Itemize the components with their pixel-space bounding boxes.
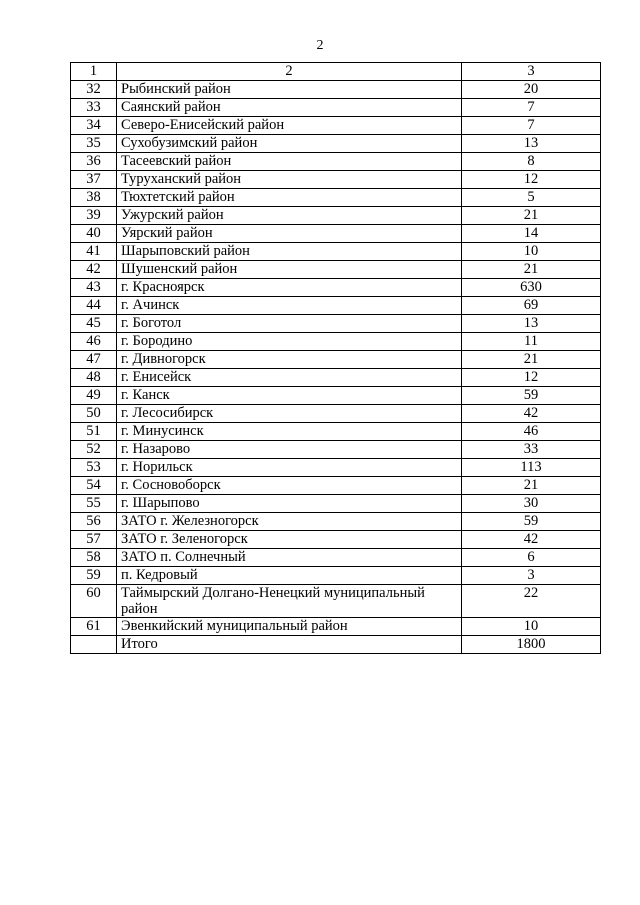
row-value: 13 [462,315,601,333]
municipality-name: г. Бородино [117,333,462,351]
table-row [71,585,601,618]
municipality-name: Тасеевский район [117,153,462,171]
row-value: 59 [462,387,601,405]
column-header: 2 [117,63,462,81]
row-value: 113 [462,459,601,477]
table-row [71,99,601,117]
table-row [71,351,601,369]
row-value: 11 [462,333,601,351]
municipality-name: г. Норильск [117,459,462,477]
row-number: 57 [71,531,117,549]
municipality-name: г. Красноярск [117,279,462,297]
row-value: 30 [462,495,601,513]
municipality-name: Тюхтетский район [117,189,462,207]
row-number: 37 [71,171,117,189]
row-value: 20 [462,81,601,99]
row-number: 60 [71,585,117,618]
row-value: 10 [462,618,601,636]
municipality-name: Эвенкийский муниципальный район [117,618,462,636]
row-value: 21 [462,477,601,495]
row-value: 12 [462,171,601,189]
municipality-name: г. Лесосибирск [117,405,462,423]
table-row [71,459,601,477]
row-number: 61 [71,618,117,636]
row-value: 13 [462,135,601,153]
row-number: 33 [71,99,117,117]
table-header-row [71,63,601,81]
municipality-name: Туруханский район [117,171,462,189]
municipality-name: г. Сосновоборск [117,477,462,495]
table-row [71,495,601,513]
municipality-name: г. Канск [117,387,462,405]
row-number: 58 [71,549,117,567]
row-number: 38 [71,189,117,207]
municipality-name: г. Минусинск [117,423,462,441]
row-number: 52 [71,441,117,459]
table-row [71,315,601,333]
table-row [71,441,601,459]
table-body [71,63,601,654]
row-value: 21 [462,207,601,225]
table-row [71,189,601,207]
allocation-table [70,62,601,654]
table-row [71,405,601,423]
row-value: 6 [462,549,601,567]
row-value: 22 [462,585,601,618]
table-row [71,423,601,441]
row-value: 59 [462,513,601,531]
table-row [71,387,601,405]
row-number: 51 [71,423,117,441]
row-value: 8 [462,153,601,171]
row-value: 33 [462,441,601,459]
page-number: 2 [316,38,324,53]
total-row [71,636,601,654]
column-header: 1 [71,63,117,81]
table-row [71,477,601,495]
row-value: 21 [462,351,601,369]
row-number: 55 [71,495,117,513]
row-number: 56 [71,513,117,531]
table-row [71,243,601,261]
table-row [71,117,601,135]
row-number: 54 [71,477,117,495]
municipality-name: г. Шарыпово [117,495,462,513]
row-number: 43 [71,279,117,297]
municipality-name: Рыбинский район [117,81,462,99]
row-value: 3 [462,567,601,585]
table-row [71,549,601,567]
municipality-name: г. Енисейск [117,369,462,387]
table-row [71,153,601,171]
row-value: 69 [462,297,601,315]
row-number: 34 [71,117,117,135]
table-row [71,297,601,315]
row-value: 7 [462,99,601,117]
municipality-name: Уярский район [117,225,462,243]
row-value: 42 [462,405,601,423]
table-row [71,225,601,243]
table-row [71,513,601,531]
table-row [71,171,601,189]
row-value: 5 [462,189,601,207]
municipality-name: г. Боготол [117,315,462,333]
total-number [71,636,117,654]
row-number: 50 [71,405,117,423]
total-value: 1800 [462,636,601,654]
row-value: 46 [462,423,601,441]
table-row [71,261,601,279]
municipality-name: п. Кедровый [117,567,462,585]
row-number: 46 [71,333,117,351]
municipality-name: Шушенский район [117,261,462,279]
row-number: 45 [71,315,117,333]
municipality-name: г. Ачинск [117,297,462,315]
row-number: 40 [71,225,117,243]
row-number: 41 [71,243,117,261]
table-row [71,333,601,351]
row-number: 47 [71,351,117,369]
row-value: 7 [462,117,601,135]
row-number: 49 [71,387,117,405]
row-value: 10 [462,243,601,261]
row-value: 21 [462,261,601,279]
table-row [71,207,601,225]
municipality-name: ЗАТО г. Зеленогорск [117,531,462,549]
row-value: 12 [462,369,601,387]
row-number: 53 [71,459,117,477]
municipality-name: г. Дивногорск [117,351,462,369]
row-number: 59 [71,567,117,585]
municipality-name: ЗАТО г. Железногорск [117,513,462,531]
municipality-name: ЗАТО п. Солнечный [117,549,462,567]
column-header: 3 [462,63,601,81]
table-row [71,135,601,153]
municipality-name: Шарыповский район [117,243,462,261]
row-number: 42 [71,261,117,279]
table-row [71,531,601,549]
row-value: 42 [462,531,601,549]
municipality-name: Ужурский район [117,207,462,225]
row-value: 630 [462,279,601,297]
row-number: 36 [71,153,117,171]
municipality-name: г. Назарово [117,441,462,459]
table-row [71,567,601,585]
row-number: 48 [71,369,117,387]
table-row [71,618,601,636]
row-number: 35 [71,135,117,153]
table-row [71,279,601,297]
row-number: 44 [71,297,117,315]
municipality-name: Сухобузимский район [117,135,462,153]
table-row [71,81,601,99]
municipality-name: Саянский район [117,99,462,117]
row-number: 39 [71,207,117,225]
municipality-name: Таймырский Долгано-Ненецкий муниципальный район [117,585,462,618]
municipality-name: Северо-Енисейский район [117,117,462,135]
total-label: Итого [117,636,462,654]
table-row [71,369,601,387]
row-value: 14 [462,225,601,243]
row-number: 32 [71,81,117,99]
